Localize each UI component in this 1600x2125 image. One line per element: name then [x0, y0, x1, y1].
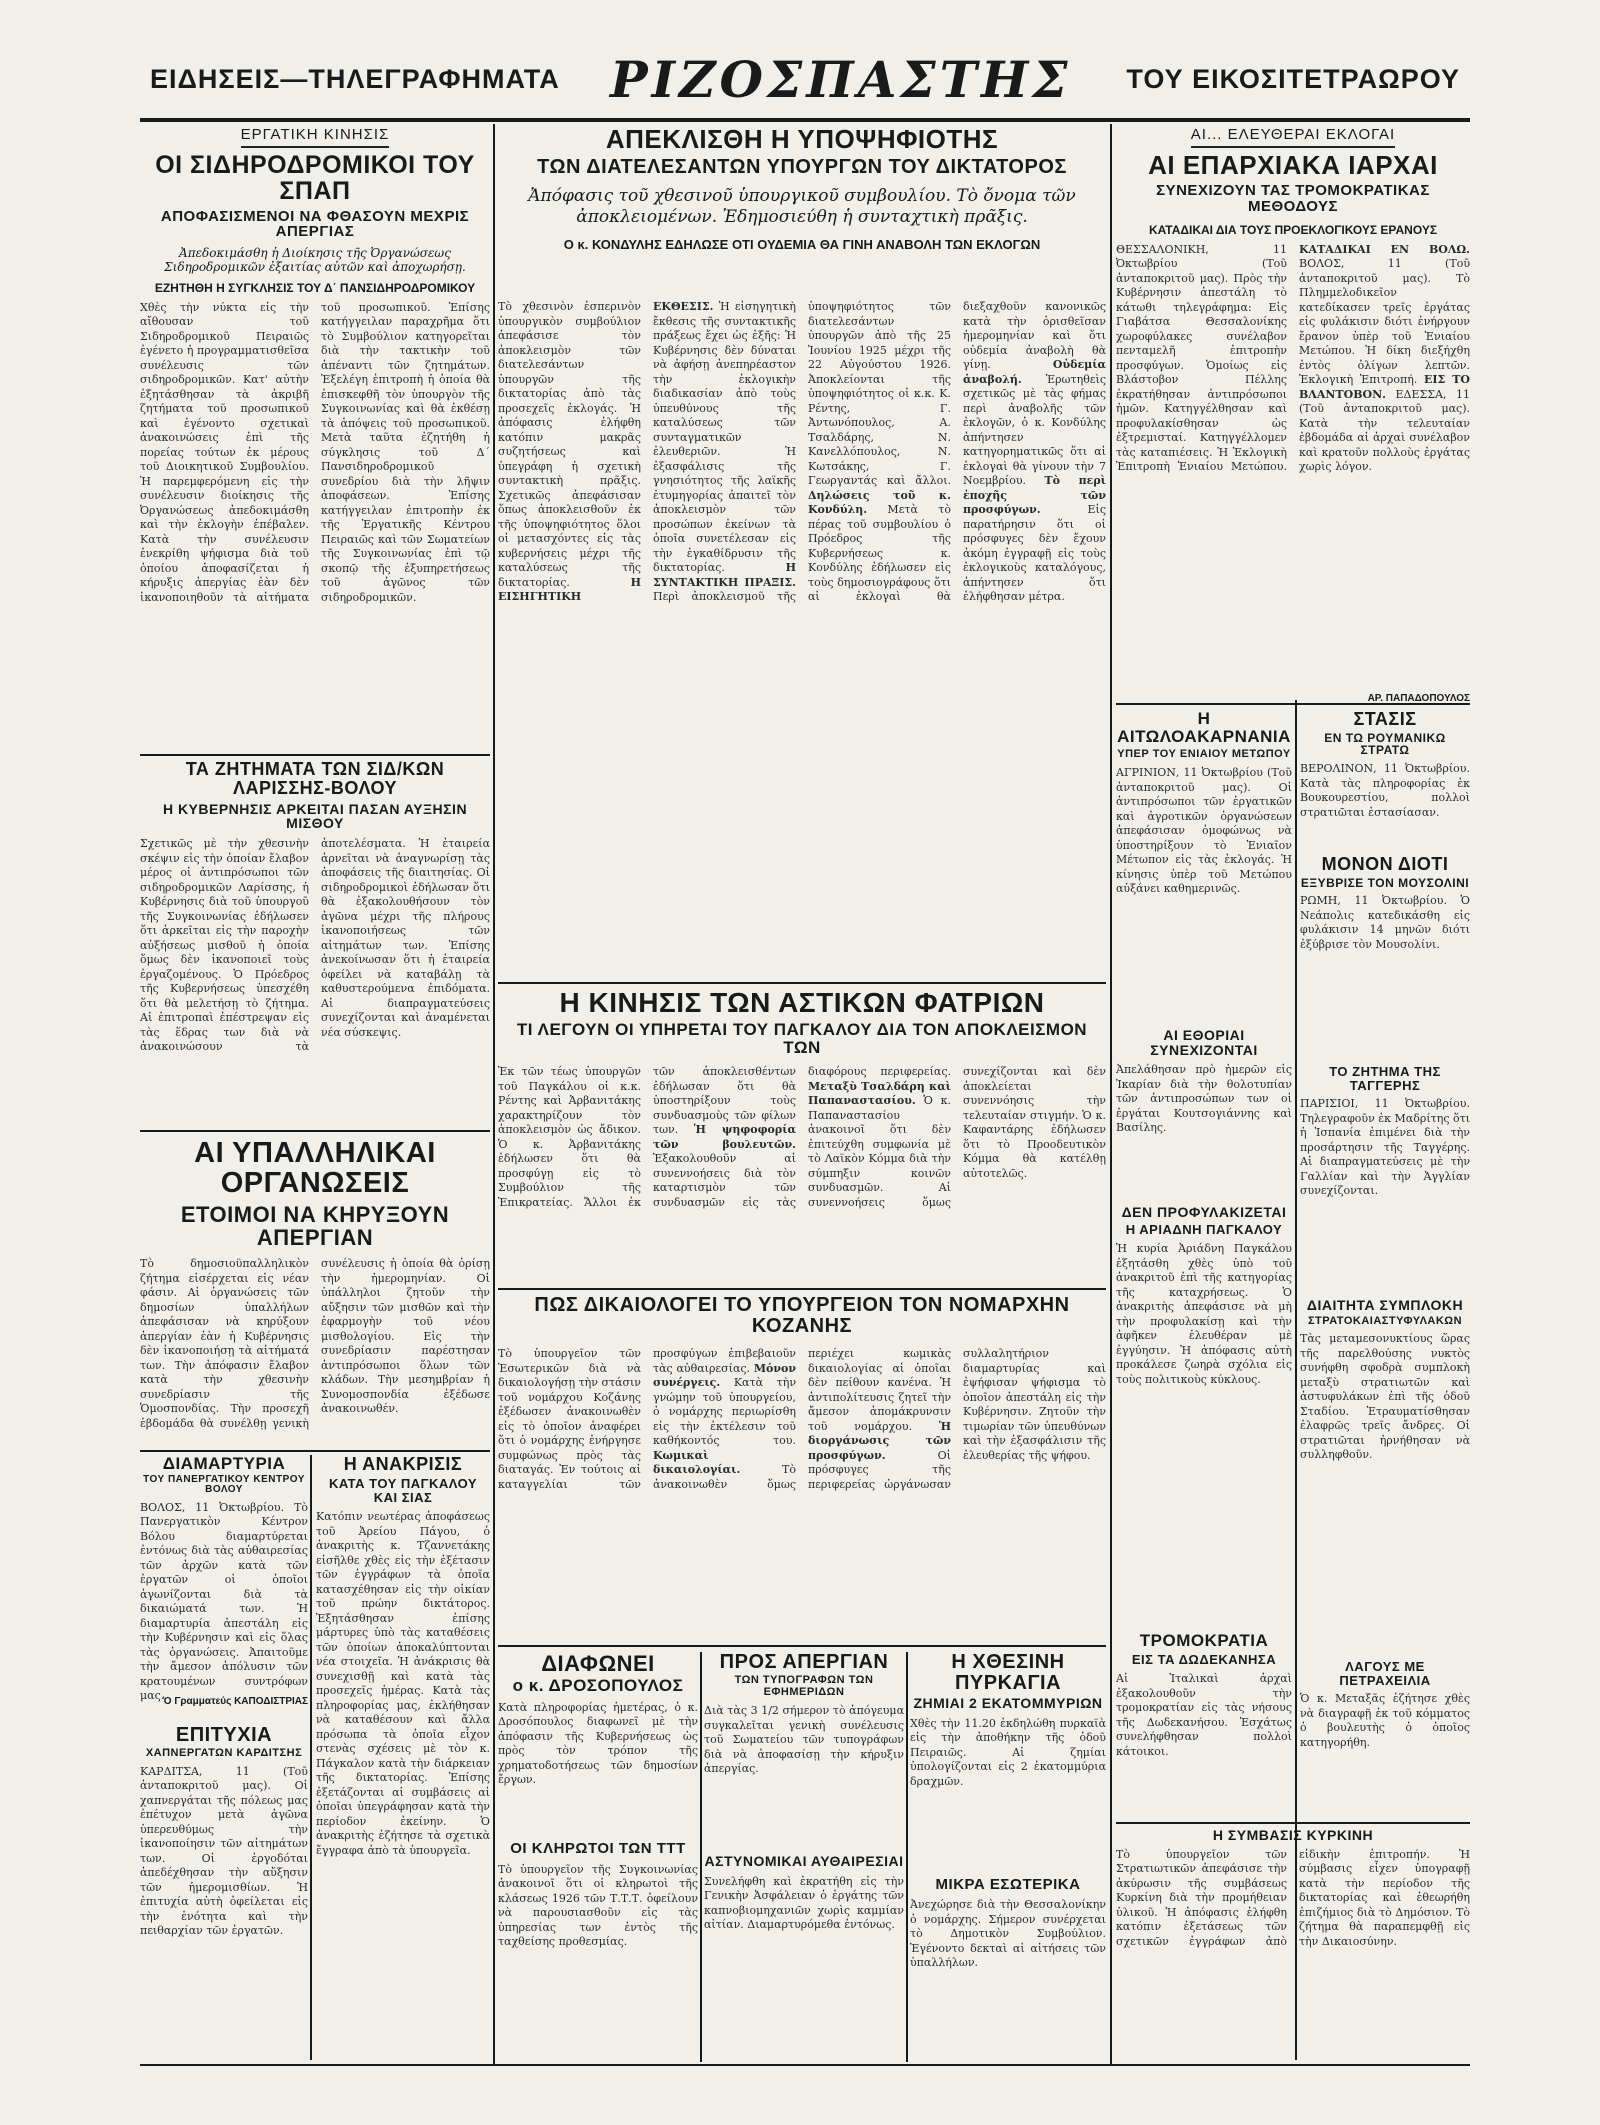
headline: ΣΤΑΣΙΣ: [1353, 710, 1417, 729]
deck: ΕΝ ΤΩ ΡΟΥΜΑΝΙΚΩ ΣΤΡΑΤΩ: [1324, 730, 1446, 758]
body-text: Χθὲς τὴν 11.20 ἐκδηλώθη πυρκαϊὰ εἰς τὴν ἀποθήκην τῆς ὁδοῦ Πειραιῶς. Αἱ ζημίαι ὑπολογίζονται εἰς 2 ἑκατομμύρια δραχμῶν.: [910, 1716, 1106, 1788]
article-exiles: [1116, 1028, 1292, 1203]
body-text: Κατόπιν νεωτέρας ἀποφάσεως τοῦ Ἀρείου Πάγου, ὁ ἀνακριτὴς κ. Τζαννετάκης εἰσῆλθε χθὲς εἰς τὴν ἐξέτασιν τῶν ἐγγράφων τὰ ὁποῖα κατασχέθησαν εἰς τὴν οἰκίαν τοῦ πρώην δικτάτορος. Ἐξητάσθησαν ἐπίσης μάρτυρες ὑπὸ τὰς καταθέσεις τῶν ὁποίων ἀποκαλύπτονται νέα στοιχεῖα. Ἡ ἀνάκρισις θὰ συνεχισθῇ καὶ κατὰ τὰς προσεχεῖς ἡμέρας. Κατὰ τὰς πληροφορίας μας, ἐκλήθησαν νὰ καταθέσουν καὶ ἄλλα πρόσωπα τὰ ὁποῖα εἶχον στενὰς σχέσεις μὲ τὸν κ. Πάγκαλον κατὰ τὴν διάρκειαν τῆς δικτατορίας. Ἐπίσης ἐξετάζονται αἱ συμβάσεις αἱ ὁποῖαι ὑπεγράφησαν κατὰ τὴν περίοδον ἐκείνην. Ὁ ἀνακριτὴς ἐζήτησε τὰ σχετικὰ ἔγγραφα ἀπὸ τὰ ὑπουργεῖα.: [316, 1510, 490, 1857]
deck: ΕΞΥΒΡΙΣΕ ΤΟΝ ΜΟΥΣΟΛΙΝΙ: [1300, 875, 1470, 890]
deck: ΣΥΝΕΧΙΖΟΥΝ ΤΑΣ ΤΡΟΜΟΚΡΑΤΙΚΑΣ ΜΕΘΟΔΟΥΣ: [1156, 182, 1430, 216]
body-text: Ὁ κ. Μεταξᾶς ἐζήτησε χθὲς νὰ διαγραφῇ ἐκ τοῦ κόμματος ὁ βουλευτὴς ὁ ὁποῖος κατηγορήθη.: [1300, 1692, 1470, 1749]
body-text: Ἀνεχώρησε διὰ τὴν Θεσσαλονίκην ὁ νομάρχης. Σήμερον συνέρχεται τὸ Δημοτικὸν Συμβούλιον. Ἐγένοντο δεκταὶ αἱ αἰτήσεις τῶν ὑπαλλήλων.: [910, 1898, 1106, 1970]
article-civil-servants: [140, 1138, 490, 1448]
divider: [140, 754, 490, 756]
masthead-right: ΤΟΥ ΕΙΚΟΣΙΤΕΤΡΑΩΡΟΥ: [1126, 64, 1460, 94]
body-text: Τὸ χθεσινὸν ἑσπερινὸν ὑπουργικὸν συμβούλιον ἀπεφάσισε τὸν ἀποκλεισμὸν τῶν διατελεσάντων ὑπουργῶν τῆς δικτατορίας ἀπὸ τὰς προσεχεῖς ἐκλογάς. Ἡ ἀπόφασις ἐλήφθη κατόπιν μακρᾶς συζητήσεως καὶ ὑπεγράφη ἡ σχετικὴ συντακτικὴ πρᾶξις. Σχετικῶς ἀπεφάσισαν ὅπως ἀποκλεισθοῦν ἐκ τῆς ὑποψηφιότητος ὅλοι οἱ μετασχόντες εἰς τὰς κυβερνήσεις μέχρι τῆς καταλύσεως τῆς δικτατορίας. Η ΕΙΣΗΓΗΤΙΚΗ ΕΚΘΕΣΙΣ. Ἡ εἰσηγητικὴ ἔκθεσις τῆς συντακτικῆς πράξεως ἔχει ὡς ἑξῆς: Ἡ Κυβέρνησις δὲν δύναται νὰ ἀφήσῃ ἀνεπηρέαστον τὴν ἐκλογικὴν διαδικασίαν ἀπὸ τοὺς ὑπευθύνους τῆς καταλύσεως τῶν συνταγματικῶν ἐλευθεριῶν. Ἡ ἐξασφάλισις τῆς γνησιότητος τῆς λαϊκῆς ἐτυμηγορίας ἀπαιτεῖ τὸν ἀποκλεισμὸν τῶν προσώπων ἐκείνων τὰ ὁποῖα συνετέλεσαν εἰς τὴν ἐγκαθίδρυσιν τῆς δικτατορίας. Η ΣΥΝΤΑΚΤΙΚΗ ΠΡΑΞΙΣ. Περὶ ἀποκλεισμοῦ τῆς ὑποψηφιότητος τῶν διατελεσάντων ὑπουργῶν ἀπὸ τῆς 25 Ἰουνίου 1925 μέχρι τῆς 22 Αὐγούστου 1926. Ἀποκλείονται τῆς ὑποψηφιότητος οἱ κ.κ. Κ. Ρέντης, Γ. Ἀντωνόπουλος, Α. Τσαλδάρης, Ν. Κανελλόπουλος, Ν. Κωτσάκης, Γ. Γεωργαντάς καὶ ἄλλοι. Δηλώσεις τοῦ κ. Κονδύλη. Μετὰ τὸ πέρας τοῦ συμβουλίου ὁ Πρόεδρος τῆς Κυβερνήσεως κ. Κονδύλης ἐδήλωσεν εἰς τοὺς δημοσιογράφους ὅτι αἱ ἐκλογαὶ θὰ διεξαχθοῦν κανονικῶς κατὰ τὴν ὁρισθεῖσαν ἡμερομηνίαν καὶ ὅτι οὐδεμία ἀναβολὴ θὰ γίνῃ. Οὐδεμία ἀναβολή. Ἐρωτηθεὶς σχετικῶς μὲ τὰς φήμας περὶ ἀναβολῆς τῶν ἐκλογῶν, ὁ κ. Κονδύλης ἀπήντησεν κατηγορηματικῶς ὅτι αἱ ἐκλογαὶ θὰ γίνουν τὴν 7 Νοεμβρίου. Τὸ περὶ ἐποχῆς τῶν προσφύγων. Εἰς παρατήρησιν ὅτι οἱ πρόσφυγες δὲν ἔχουν ἀκόμη ἐγγραφῇ εἰς τοὺς ἐκλογικοὺς καταλόγους, ἀπήντησεν ὅτι ἐλήφθησαν μέτρα.: [498, 300, 1106, 603]
deck: ΖΗΜΙΑΙ 2 ΕΚΑΤΟΜΜΥΡΙΩΝ: [913, 1695, 1103, 1711]
body-text: ΠΑΡΙΣΙΟΙ, 11 Ὀκτωβρίου. Τηλεγραφοῦν ἐκ Μαδρίτης ὅτι ἡ Ἰσπανία ἐπιμένει διὰ τὴν προσάρτησιν τῆς Ταγγέρης. Αἱ διαπραγματεύσεις μὲ τὴν Γαλλίαν καὶ τὴν Ἀγγλίαν συνεχίζονται.: [1300, 1097, 1470, 1198]
deck: ΤΙ ΛΕΓΟΥΝ ΟΙ ΥΠΗΡΕΤΑΙ ΤΟΥ ΠΑΓΚΑΛΟΥ ΔΙΑ ΤΟΝ ΑΠΟΚΛΕΙΣΜΟΝ ΤΩΝ: [516, 1020, 1088, 1058]
deck: ΚΑΤΑ ΤΟΥ ΠΑΓΚΑΛΟΥ ΚΑΙ ΣΙΑΣ: [328, 1475, 478, 1505]
headline: ΔΙΑΜΑΡΤΥΡΙΑ: [162, 1455, 286, 1473]
deck: ο κ. ΔΡΟΣΟΠΟΥΛΟΣ: [512, 1676, 684, 1696]
article-dodecanese: [1116, 1632, 1292, 1817]
body-text: ΑΓΡΙΝΙΟΝ, 11 Ὀκτωβρίου (Τοῦ ἀνταποκριτοῦ μας). Οἱ ἀντιπρόσωποι τῶν ἐργατικῶν καὶ ἀγροτικῶν ὀργανώσεων ἀπεφάσισαν ὁμοφώνως νὰ ὑποστηρίξουν τὸ Ἑνιαῖον Μέτωπον εἰς τὰς ἐκλογάς. Ἡ κίνησις ὑπὲρ τοῦ Μετώπου αὐξάνει καθημερινῶς.: [1116, 766, 1292, 896]
deck: ΤΩΝ ΤΥΠΟΓΡΑΦΩΝ ΤΩΝ ΕΦΗΜΕΡΙΔΩΝ: [734, 1674, 874, 1698]
article-aetoloakarnania: [1116, 710, 1292, 1025]
headline: ΠΩΣ ΔΙΚΑΙΟΛΟΓΕΙ ΤΟ ΥΠΟΥΡΓΕΙΟΝ ΤΟΝ ΝΟΜΑΡΧΗΝ ΚΟΖΑΝΗΣ: [534, 1295, 1070, 1337]
lead-deck: Ἀπόφασις τοῦ χθεσινοῦ ὑπουργικοῦ συμβουλίου. Τὸ ὄνομα τῶν ἀποκλειομένων. Ἐδημοσιεύθη ἡ συνταχτικὴ πρᾶξις.: [528, 186, 1076, 227]
headline: ΔΙΑΦΩΝΕΙ: [541, 1652, 655, 1676]
lead-headline-b: ΤΩΝ ΔΙΑΤΕΛΕΣΑΝΤΩΝ ΥΠΟΥΡΓΩΝ ΤΟΥ ΔΙΚΤΑΤΟΡΟΣ: [537, 156, 1067, 179]
deck: ΧΑΠΝΕΡΓΑΤΩΝ ΚΑΡΔΙΤΣΗΣ: [145, 1747, 303, 1759]
kicker: ΑΙ... ΕΛΕΥΘΕΡΑΙ ΕΚΛΟΓΑΙ: [1116, 126, 1470, 152]
headline: Η ΧΘΕΣΙΝΗ ΠΥΡΚΑΓΙΑ: [951, 1652, 1065, 1694]
article-clash: [1300, 1298, 1470, 1658]
body-text: Ἐκ τῶν τέως ὑπουργῶν τοῦ Παγκάλου οἱ κ.κ. Ρέντης καὶ Ἀρβανιτάκης χαρακτηρίζουν τὸν ἀποκλεισμὸν ὡς ἄδικον. Ὁ κ. Ἀρβανιτάκης ἐδήλωσεν ὅτι θὰ προσφύγῃ εἰς τὸ Συμβούλιον τῆς Ἐπικρατείας. Ἄλλοι ἐκ τῶν ἀποκλεισθέντων ἐδήλωσαν ὅτι θὰ ὑποστηρίξουν τοὺς συνδυασμοὺς τῶν φίλων των. Ἡ ψηφοφορία τῶν βουλευτῶν. Ἐξακολουθοῦν αἱ συνεννοήσεις διὰ τὸν καταρτισμὸν τῶν συνδυασμῶν εἰς τὰς διαφόρους περιφερείας. Μεταξὺ Τσαλδάρη καὶ Παπαναστασίου. Ὁ κ. Παπαναστασίου ἀνακοινοῖ ὅτι δὲν ἐπιτεύχθη συμφωνία μὲ τὸ Λαϊκὸν Κόμμα διὰ τὴν σύμπηξιν κοινῶν συνδυασμῶν. Αἱ συνεννοήσεις ὅμως συνεχίζονται καὶ δὲν ἀποκλείεται συνεννόησις τὴν τελευταίαν στιγμήν. Ὁ κ. Καφαντάρης ἐδήλωσεν ὅτι τὸ Προοδευτικὸν Κόμμα θὰ κατέλθῃ αὐτοτελῶς.: [498, 1065, 1106, 1209]
column-divider: [906, 1652, 908, 2062]
headline: ΔΙΑΙΤΗΤΑ ΣΥΜΠΛΟΚΗ: [1306, 1298, 1464, 1313]
divider: [140, 1450, 490, 1452]
divider: [498, 1288, 1106, 1290]
headline: ΤΡΟΜΟΚΡΑΤΙΑ: [1139, 1632, 1269, 1650]
article-ariadne-pangalos: [1116, 1205, 1292, 1630]
headline: ΤΑ ΖΗΤΗΜΑΤΑ ΤΩΝ ΣΙΔ/ΚΩΝ ΛΑΡΙΣΣΗΣ-ΒΟΛΟΥ: [185, 760, 445, 798]
lead-subhead: Ο κ. ΚΟΝΔΥΛΗΣ ΕΔΗΛΩΣΕ ΟΤΙ ΟΥΔΕΜΙΑ ΘΑ ΓΙΝΗ ΑΝΑΒΟΛΗ ΤΩΝ ΕΚΛΟΓΩΝ: [563, 237, 1041, 253]
headline: ΜΙΚΡΑ ΕΣΩΤΕΡΙΚΑ: [935, 1875, 1081, 1893]
deck: ΤΟΥ ΠΑΝΕΡΓΑΤΙΚΟΥ ΚΕΝΤΡΟΥ ΒΟΛΟΥ: [143, 1473, 305, 1496]
body-text: Συνελήφθη καὶ ἐκρατήθη εἰς τὴν Γενικὴν Ἀσφάλειαν ὁ ἐργάτης τῶν καπνοβιομηχανιῶν χωρὶς καμμίαν αἰτίαν. Διαμαρτυρόμεθα ἐντόνως.: [704, 1874, 904, 1932]
divider: [498, 1645, 1106, 1647]
headline: ΜΟΝΟΝ ΔΙΟΤΙ: [1321, 855, 1449, 874]
column-divider: [700, 1652, 702, 2062]
body-text: Χθὲς τὴν νύκτα εἰς τὴν αἴθουσαν τοῦ Σιδηροδρομικοῦ Πειραιῶς ἐγένετο ἡ προγραμματισθεῖσα συνέλευσις τῶν σιδηροδρομικῶν. Κατ' αὐτὴν ἐξητάσθησαν τὰ ἀκριβῆ ζητήματα τοῦ προσωπικοῦ καὶ ἐγένοντο σχετικαὶ ἀνακοινώσεις ἐπὶ τῆς πορείας τούτων ἐκ μέρους τοῦ Διοικητικοῦ Συμβουλίου. Ἡ παρεμφερόμενη εἰς τὴν συνέλευσιν διοίκησις τῆς Ὀργανώσεως ἀπεδοκιμάσθη καὶ τὴν ἐκλογὴν ἐπέβαλεν. Κατὰ τὴν συνέλευσιν ἐνεκρίθη ψήφισμα διὰ τοῦ ὁποίου ἀποφασίζεται ἡ κήρυξις ἀπεργίας ἐὰν δὲν ἱκανοποιηθοῦν τὰ αἰτήματα τοῦ προσωπικοῦ. Ἐπίσης κατήγγειλαν παραχρῆμα ὅτι τὸ Συμβούλιον κατηγορεῖται διὰ τὴν τακτικὴν τοῦ ἀπέναντι τῶν ζητημάτων. Ἐξελέγη ἐπιτροπὴ ἡ ὁποία θὰ ἐπισκεφθῆ τὸν ὑπουργὸν τῆς Συγκοινωνίας καὶ θὰ ἐκθέσῃ τὰ ἀπόψεις τοῦ προσωπικοῦ. Μετὰ ταῦτα ἐζητήθη ἡ σύγκλησις τοῦ Δ΄ Πανσιδηροδρομικοῦ συνεδρίου διὰ τὴν λῆψιν ἀποφάσεων. Ἐπίσης κατήγγειλαν ἐπιτροπὴν ἐκ τῆς Ἐργατικῆς Κέντρου Πειραιῶς καὶ τῶν Σωματείων τῆς Συγκοινωνίας ἐπὶ τῷ σκοπῷ τῆς ἐξυπηρετήσεως τοῦ ἀγῶνος τῶν σιδηροδρομικῶν.: [140, 300, 490, 604]
body-text: Ἀπελάθησαν πρὸ ἡμερῶν εἰς Ἰκαρίαν διὰ τὴν θολοτυπίαν τῶν ἀντιπροσώπων των οἱ ἐργάται Κουτσογιάννης καὶ Βασίλης.: [1116, 1063, 1292, 1135]
article-tangier: [1300, 1065, 1470, 1295]
article-kyrkini: [1116, 1828, 1470, 2063]
column-divider: [310, 1455, 312, 2060]
body-text: Τὸ ὑπουργεῖον τῶν Ἐσωτερικῶν διὰ νὰ δικαιολογήσῃ τὴν στάσιν τοῦ νομάρχου Κοζάνης ἐξέδωσεν ἀνακοινωθὲν εἰς τὸ ὁποῖον ἀναφέρει ὅτι ὁ νομάρχης ἐνήργησε συμφώνως πρὸς τὰς διαταγάς. Ἐν τούτοις αἱ καταγγελίαι τῶν προσφύγων ἐπιβεβαιοῦν τὰς αὐθαιρεσίας. Μόνον συνέργεις. Κατὰ τὴν γνώμην τοῦ ὑπουργείου, ὁ νομάρχης περιωρίσθη εἰς τὴν ἐκτέλεσιν τοῦ καθήκοντός του. Κωμικαὶ δικαιολογίαι. Τὸ ἀνακοινωθὲν ὅμως περιέχει κωμικὰς δικαιολογίας αἱ ὁποῖαι δὲν πείθουν κανένα. Ἡ ἀντιπολίτευσις ζητεῖ τὴν ἄμεσον ἀπομάκρυνσιν τοῦ νομάρχου. Ἡ διοργάνωσις τῶν προσφύγων. Οἱ πρόσφυγες τῆς περιφερείας ὠργάνωσαν συλλαλητήριον διαμαρτυρίας καὶ ἐψήφισαν ψήφισμα τὸ ὁποῖον ἀπεστάλη εἰς τὴν Κυβέρνησιν. Ζητοῦν τὴν τιμωρίαν τῶν ὑπευθύνων καὶ τὴν ἐξασφάλισιν τῆς ἐλευθερίας τῆς ψήφου.: [498, 1347, 1106, 1491]
body-text: ΚΑΡΔΙΤΣΑ, 11 (Τοῦ ἀνταποκριτοῦ μας). Οἱ χαπνεργάται τῆς πόλεως μας ἐπέτυχον μετὰ ἀγῶνα ὑπερευθύμως τὴν ἱκανοποίησιν τῶν αἰτημάτων των. Οἱ ἐργοδόται ἀπεδέχθησαν τὴν αὔξησιν τῶν ἡμερομισθίων. Ἡ ἐπιτυχία αὐτὴ ὀφείλεται εἰς τὴν ἑνότητα καὶ τὴν πειθαρχίαν τῶν ἐργατῶν.: [140, 1764, 308, 1938]
intro: Ἀπεδοκιμάσθη ἡ Διοίκησις τῆς Ὀργανώσεως Σιδηροδρομικῶν ἐξαιτίας αὐτῶν καὶ ἀποχωρήσῃ.: [164, 246, 466, 275]
headline: ΤΟ ΖΗΤΗΜΑ ΤΗΣ ΤΑΓΓΕΡΗΣ: [1329, 1065, 1441, 1093]
body-text: ΘΕΣΣΑΛΟΝΙΚΗ, 11 Ὀκτωβρίου (Τοῦ ἀνταποκριτοῦ μας). Πρὸς τὴν Κυβέρνησιν ἀπεστάλη τὸ κάτωθι τηλεγράφημα: Εἰς Γιαβάτσα Θεσσαλονίκης χωροφύλακες συνέλαβον πενταμελῆ ἐπιτροπὴν προσφύγων. Ὁμοίως εἰς Βλάστοβον Πέλλης ἐκρατήθησαν ἀντιπρόσωποι ἡμῶν. Κατηγγέλθησαν καὶ προφυλακίσθησαν ὡς ἐξτρεμισταί. Κατηγγέλλομεν τὰς καταπιέσεις. Ἡ Ἐκλογικὴ Ἐπιτροπὴ Ἑνιαίου Μετώπου. ΚΑΤΑΔΙΚΑΙ ΕΝ ΒΟΛΩ. ΒΟΛΟΣ, 11 (Τοῦ ἀνταποκριτοῦ μας). Τὸ Πλημμελοδικεῖον κατεδίκασεν τρεῖς ἐργάτας εἰς φυλάκισιν διότι ἐνήργουν ἔρανον ὑπὲρ τοῦ Ἑνιαίου Μετώπου. Ἡ δίκη διεξήχθη ἐντὸς ὀλίγων λεπτῶν. Ἐκλογικὴ Ἐπιτροπή. ΕΙΣ ΤΟ ΒΛΑΝΤΟΒΟΝ. ΕΔΕΣΣΑ, 11 (Τοῦ ἀνταποκριτοῦ μας). Κατὰ τὴν τελευταίαν ἐβδομάδα αἱ ἀρχαὶ συνέλαβον καὶ κρατοῦν πολλοὺς ἐργάτας χωρὶς λόγον.: [1116, 242, 1470, 474]
divider: [498, 982, 1106, 984]
body-text: ΒΕΡΟΛΙΝΟΝ, 11 Ὀκτωβρίου. Κατὰ τὰς πληροφορίας ἐκ Βουκουρεστίου, πολλοὶ στρατιῶται ἐστασίασαν.: [1300, 762, 1470, 819]
article-fire: [910, 1652, 1106, 2062]
headline: ΑΣΤΥΝΟΜΙΚΑΙ ΑΥΘΑΙΡΕΣΙΑΙ: [704, 1853, 904, 1870]
body-text: Σχετικῶς μὲ τὴν χθεσινὴν σκέψιν εἰς τὴν ὁποίαν ἔλαβον μέρος οἱ ἀντιπρόσωποι τῶν σιδηροδρομικῶν Λαρίσσης, ἡ Κυβέρνησις διὰ τοῦ ὑπουργοῦ τῆς Συγκοινωνίας ἐδήλωσεν ὅτι ἀρκεῖται εἰς τὴν παροχὴν αὐξήσεως μισθοῦ ἡ ὁποία ὅμως δὲν ἱκανοποιεῖ τοὺς ἐργαζομένους. Ὁ Πρόεδρος τῆς Κυβερνήσεως ὑπεσχέθη ὅτι θὰ μελετήσῃ τὸ ζήτημα. Αἱ ἐπιτροπαὶ ἐπέστρεψαν εἰς τὰς ἕδρας των διὰ νὰ ἀνακοινώσουν τὰ ἀποτελέσματα. Ἡ ἐταιρεία ἀρνεῖται νὰ ἀναγνωρίσῃ τὰς ἀποφάσεις τῆς διαιτησίας. Οἱ σιδηροδρομικοὶ ἐδήλωσαν ὅτι θὰ ἐξακολουθήσουν τὸν ἀγῶνα μέχρι τῆς πλήρους ἱκανοποιήσεως τῶν αἰτημάτων των. Ἐπίσης ἀνεκοίνωσαν ὅτι ἡ ἐταιρεία ὀφείλει νὰ καταβάλῃ τὰ καθυστερούμενα ἐπιδόματα. Αἱ διαπραγματεύσεις συνεχίζονται καὶ ἀναμένεται νέα σύσκεψις.: [140, 837, 490, 1054]
column-divider: [1110, 124, 1112, 2064]
body-text: Αἱ Ἰταλικαὶ ἀρχαὶ ἐξακολουθοῦν τὴν τρομοκρατίαν εἰς τὰς νήσους τῆς Δωδεκανήσου. Ἐσχάτως συνελήφθησαν πολλοὶ κάτοικοι.: [1116, 1672, 1292, 1758]
subhead: ΕΖΗΤΗΘΗ Η ΣΥΓΚΛΗΣΙΣ ΤΟΥ Δ΄ ΠΑΝΣΙΔΗΡΟΔΡΟΜΙΚΟΥ: [154, 280, 476, 295]
deck: ΕΙΣ ΤΑ ΔΩΔΕΚΑΝΗΣΑ: [1131, 1651, 1277, 1667]
article-rabbits: [1300, 1660, 1470, 1820]
signature: ΑΡ. ΠΑΠΑΔΟΠΟΥΛΟΣ: [1367, 692, 1470, 701]
article-romanian-army: [1300, 710, 1470, 850]
article-disagrees: [498, 1652, 698, 2062]
body-text: Τὸ δημοσιοϋπαλληλικὸν ζήτημα εἰσέρχεται εἰς νέαν φάσιν. Αἱ ὀργανώσεις τῶν δημοσίων ὑπαλλήλων ἀπεφάσισαν νὰ κηρύξουν ἀπεργίαν ἐὰν ἡ Κυβέρνησις δὲν ἱκανοποιήσῃ τὰ αἰτήματά των. Τὴν ἀπόφασιν ἔλαβον κατὰ τὴν χθεσινὴν συνεδρίασιν τῆς Ὁμοσπονδίας. Τὴν προσεχῆ ἑβδομάδα θὰ συνέλθῃ γενικὴ συνέλευσις ἡ ὁποία θὰ ὁρίσῃ τὴν ἡμερομηνίαν. Οἱ ὑπάλληλοι ζητοῦν τὴν αὔξησιν τῶν μισθῶν καὶ τὴν ἐφαρμογὴν τοῦ νέου μισθολογίου. Εἰς τὴν συνεδρίασιν παρέστησαν ἀντιπρόσωποι ὅλων τῶν κλάδων. Τὴν μεσημβρίαν ἡ Συνομοσπονδία ἐξέδωσε ἀνακοινωθέν.: [140, 1257, 490, 1430]
headline: ΑΙ ΕΠΑΡΧΙΑΚΑ ΙΑΡΧΑΙ: [1148, 150, 1438, 180]
body-text: Ἡ κυρία Ἀριάδνη Παγκάλου ἐξητάσθη χθὲς ὑπὸ τοῦ ἀνακριτοῦ ἐπὶ τῆς κατηγορίας τῆς καταχρήσεως. Ὁ ἀνακριτὴς ἀπεφάσισε νὰ μὴ τὴν προφυλακίσῃ καὶ τὴν ἀφῆκεν ἐλευθέραν μὲ ἐγγύησιν. Ἡ ἀπόφασις αὐτὴ προκάλεσε ζωηρὰ σχόλια εἰς τοὺς πολιτικοὺς κύκλους.: [1116, 1242, 1292, 1386]
deck: ΕΤΟΙΜΟΙ ΝΑ ΚΗΡΥΞΟΥΝ ΑΠΕΡΓΙΑΝ: [180, 1201, 450, 1250]
kicker: ΕΡΓΑΤΙΚΗ ΚΙΝΗΣΙΣ: [140, 126, 490, 152]
headline: ΔΕΝ ΠΡΟΦΥΛΑΚΙΖΕΤΑΙ: [1121, 1205, 1287, 1220]
headline: Η ΑΙΤΩΛΟΑΚΑΡΝΑΝΙΑ: [1117, 710, 1291, 746]
lead-article-body: [498, 300, 1106, 980]
headline: ΟΙ ΣΙΔΗΡΟΔΡΟΜΙΚΟΙ ΤΟΥ ΣΠΑΠ: [155, 151, 475, 206]
deck: ΥΠΕΡ ΤΟΥ ΕΝΙΑΙΟΥ ΜΕΤΩΠΟΥ: [1117, 747, 1291, 760]
article-inquiry-pangalos: [316, 1455, 490, 2060]
deck: Η ΚΥΒΕΡΝΗΣΙΣ ΑΡΚΕΙΤΑΙ ΠΑΣΑΝ ΑΥΞΗΣΙΝ ΜΙΣΘΟΥ: [162, 800, 468, 832]
article-provincial-authorities: [1116, 126, 1470, 701]
masthead: [140, 50, 1470, 120]
divider: [1116, 703, 1470, 705]
article-success-karditsa: [140, 1725, 308, 2065]
headline: ΕΠΙΤΥΧΙΑ: [175, 1725, 273, 1746]
headline: ΛΑΓΟΥΣ ΜΕ ΠΕΤΡΑΧΕΙΛΙΑ: [1339, 1660, 1431, 1688]
body-text: ΡΩΜΗ, 11 Ὀκτωβρίου. Ὁ Νεάπολις κατεδικάσθη εἰς φυλάκισιν 14 μηνῶν διότι ἐξύβρισε τὸν Μουσολίνι.: [1300, 894, 1470, 951]
masthead-left: ΕΙΔΗΣΕΙΣ—ΤΗΛΕΓΡΑΦΗΜΑΤΑ: [150, 64, 560, 94]
headline: ΑΙ ΕΘΟΡΙΑΙ ΣΥΝΕΧΙΖΟΝΤΑΙ: [1150, 1028, 1258, 1058]
body-text: Τὸ ὑπουργεῖον τῶν Στρατιωτικῶν ἀπεφάσισε τὴν ἀκύρωσιν τῆς συμβάσεως Κυρκίνη διὰ τὴν προμήθειαν ὑλικοῦ. Ἡ ἀπόφασις ἐλήφθη κατόπιν ἐξετάσεως τῶν σχετικῶν ἐγγράφων ἀπὸ εἰδικὴν ἐπιτροπήν. Ἡ σύμβασις εἶχεν ὑπογραφῇ κατὰ τὴν περίοδον τῆς δικτατορίας καὶ ἐθεωρήθη ἐπιζήμιος διὰ τὸ Δημόσιον. Τὸ ζήτημα θὰ παραπεμφθῇ εἰς τὴν Δικαιοσύνην.: [1116, 1847, 1470, 1948]
body-text: ΒΟΛΟΣ, 11 Ὀκτωβρίου. Τὸ Πανεργατικὸν Κέντρον Βόλου διαμαρτύρεται ἐντόνως διὰ τὰς αὐθαιρεσίας τῶν ἀρχῶν κατὰ τῶν ἐργατῶν οἱ ὁποῖοι ἀγωνίζονται διὰ τὰ δικαιώματά των. Ἡ διαμαρτυρία ἀπεστάλη εἰς τὴν Κυβέρνησιν καὶ εἰς ὅλας τὰς ὀργανώσεις. Ἀπαιτοῦμε τὴν ἄμεσον ἀπόλυσιν τῶν κρατουμένων συντρόφων μας.: [140, 1500, 308, 1703]
body-text: Διὰ τὰς 3 1/2 σήμερον τὸ ἀπόγευμα συγκαλεῖται γενικὴ συνέλευσις τοῦ Σωματείου τῶν τυπογράφων διὰ νὰ ἀποφασίσῃ τὴν κήρυξιν ἀπεργίας.: [704, 1704, 904, 1776]
article-bourgeois-factions: [498, 988, 1106, 1283]
deck: Η ΑΡΙΑΔΝΗ ΠΑΓΚΑΛΟΥ: [1125, 1221, 1283, 1237]
masthead-rule: [140, 118, 1470, 122]
headline: Η ΣΥΜΒΑΣΙΣ ΚΥΡΚΙΝΗ: [1212, 1828, 1374, 1843]
divider: [1116, 1822, 1470, 1824]
signature: Ὁ Γραμματεύς ΚΑΠΟΔΙΣΤΡΙΑΣ: [163, 1695, 308, 1707]
subhead: ΚΑΤΑΔΙΚΑΙ ΔΙΑ ΤΟΥΣ ΠΡΟΕΚΛΟΓΙΚΟΥΣ ΕΡΑΝΟΥΣ: [1148, 222, 1438, 237]
headline: ΟΙ ΚΛΗΡΩΤΟΙ ΤΩΝ ΤΤΤ: [510, 1839, 686, 1857]
article-railway-workers: [140, 126, 490, 751]
article-mussolini: [1300, 855, 1470, 1060]
deck: ΑΠΟΦΑΣΙΣΜΕΝΟΙ ΝΑ ΦΘΑΣΟΥΝ ΜΕΧΡΙΣ ΑΠΕΡΓΙΑΣ: [160, 207, 470, 241]
column-divider: [493, 124, 495, 2064]
lead-headline: ΑΠΕΚΛΙΣΘΗ Η ΥΠΟΨΗΦΙΟΤΗΣ: [605, 126, 999, 154]
body-text: Κατὰ πληροφορίας ἡμετέρας, ὁ κ. Δροσόπουλος διαφωνεῖ μὲ τὴν ἀπόφασιν τῆς Κυβερνήσεως ὡς πρὸς τὸν τρόπον τῆς χρηματοδοτήσεως τῶν δημοσίων ἔργων.: [498, 1700, 698, 1787]
article-typographers-strike: [704, 1652, 904, 2062]
newspaper-title: ΡΙΖΟΣΠΑΣΤΗΣ: [610, 50, 1072, 109]
bottom-rule: [140, 2064, 1470, 2066]
article-protest-volos: [140, 1455, 308, 1720]
lead-article-header: [498, 126, 1106, 296]
deck: ΣΤΡΑΤΟΚΑΙΑΣΤΥΦΥΛΑΚΩΝ: [1307, 1314, 1463, 1327]
headline: Η ΑΝΑΚΡΙΣΙΣ: [343, 1455, 463, 1474]
article-larissa-railway: [140, 760, 490, 1125]
headline: ΑΙ ΥΠΑΛΛΗΛΙΚΑΙ ΟΡΓΑΝΩΣΕΙΣ: [194, 1138, 436, 1200]
headline: ΠΡΟΣ ΑΠΕΡΓΙΑΝ: [719, 1652, 889, 1673]
body-text: Τὸ ὑπουργεῖον τῆς Συγκοινωνίας ἀνακοινοῖ ὅτι οἱ κληρωτοὶ τῆς κλάσεως 1926 τῶν Τ.Τ.Τ. ὀφείλουν νὰ παρουσιασθοῦν εἰς τὰς ὑπηρεσίας των ἐντὸς τῆς ταχθείσης προθεσμίας.: [498, 1862, 698, 1949]
body-text: Τὰς μεταμεσονυκτίους ὥρας τῆς παρελθούσης νυκτὸς συνήφθη σφοδρὰ συμπλοκὴ μεταξὺ στρατιωτῶν καὶ ἀστυφυλάκων ἐπὶ τῆς ὁδοῦ Σταδίου. Ἐτραυματίσθησαν ἐλαφρῶς τρεῖς ἄνδρες. Οἱ στρατιῶται ἠρνήθησαν νὰ συλληφθοῦν.: [1300, 1332, 1470, 1462]
divider: [140, 1130, 490, 1132]
article-kozani-prefect: [498, 1295, 1106, 1640]
headline: Η ΚΙΝΗΣΙΣ ΤΩΝ ΑΣΤΙΚΩΝ ΦΑΤΡΙΩΝ: [559, 988, 1045, 1018]
